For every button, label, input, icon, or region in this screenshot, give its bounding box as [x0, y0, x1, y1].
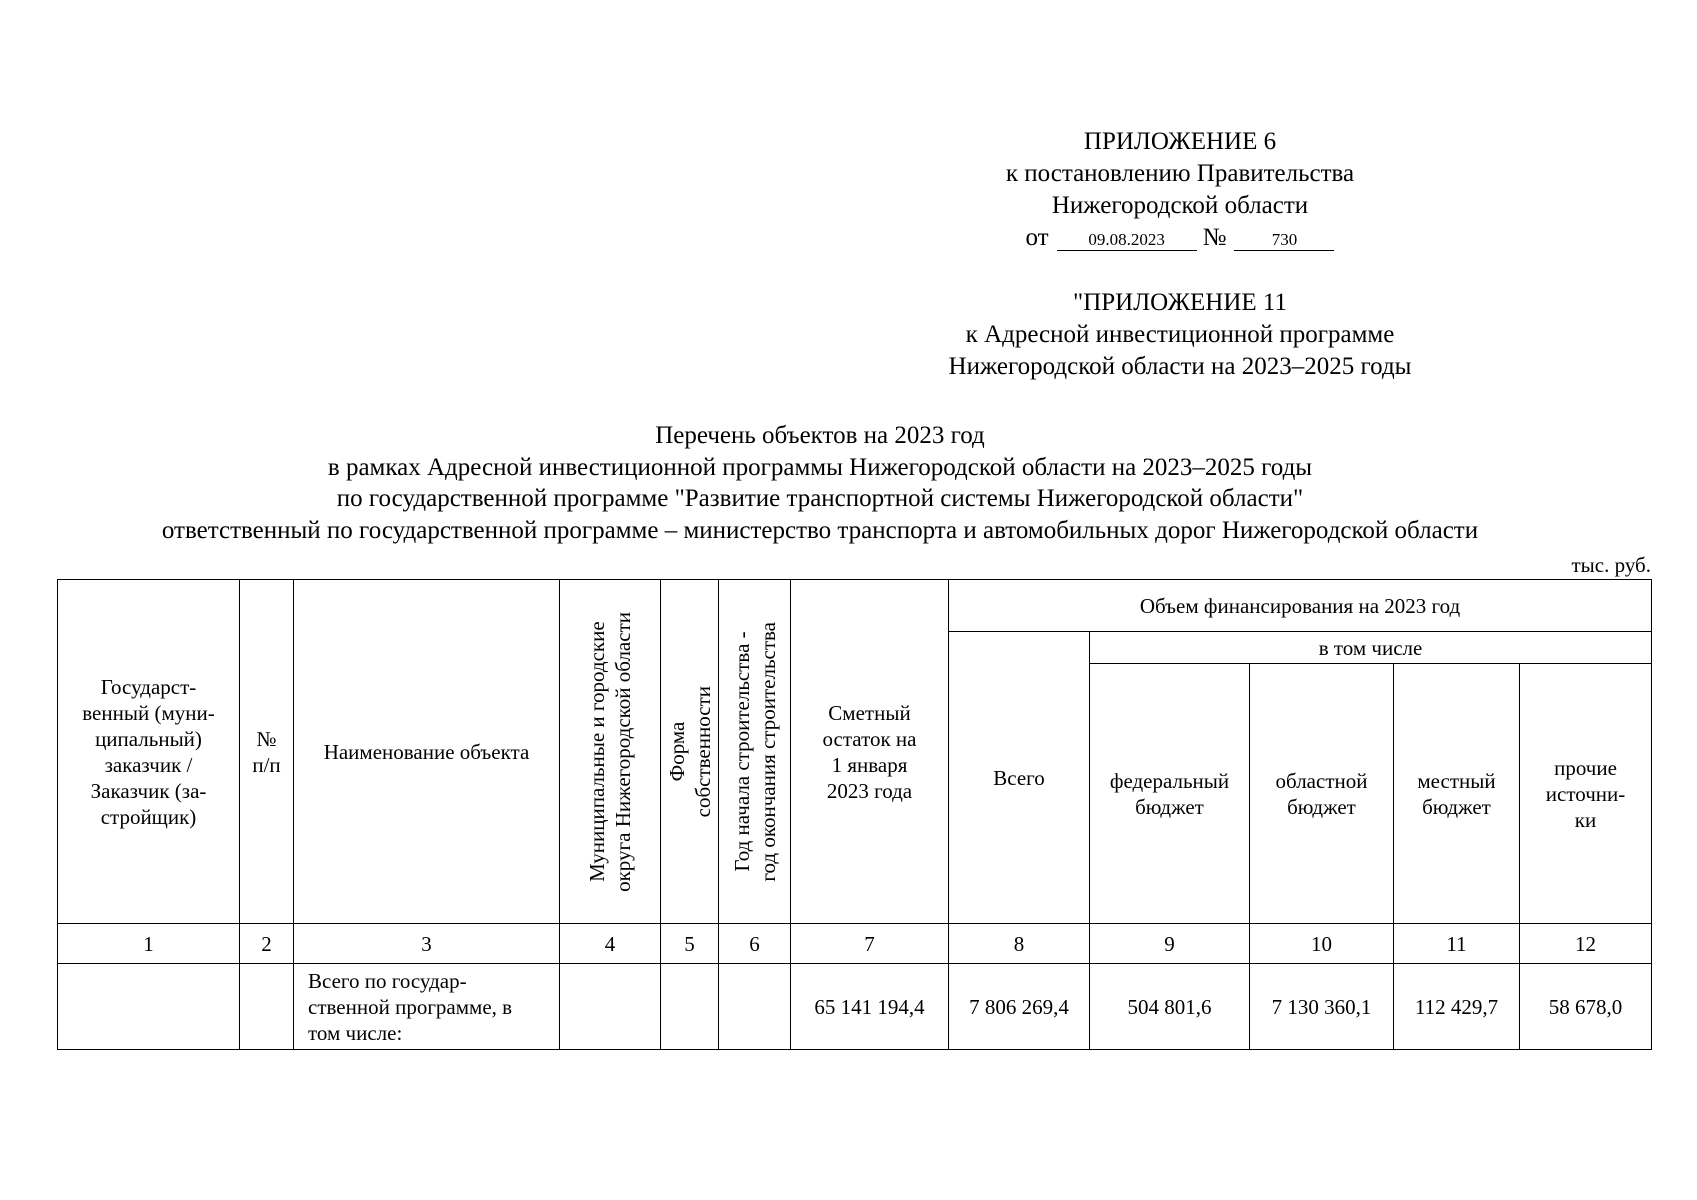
- header-object-name: Наименование объекта: [294, 580, 560, 924]
- column-number: 7: [791, 924, 949, 964]
- cell-local: 112 429,7: [1394, 964, 1520, 1050]
- cell-years: [719, 964, 791, 1050]
- column-number: 4: [560, 924, 661, 964]
- header-number: № п/п: [240, 580, 294, 924]
- header-other-sources: прочие источни- ки: [1520, 664, 1652, 924]
- appendix-6-line1: к постановлению Правительства: [1005, 160, 1355, 187]
- appendix-6-block: [880, 126, 1480, 254]
- number-sign: №: [1202, 224, 1227, 251]
- appendix-6-title: ПРИЛОЖЕНИЕ 6: [1083, 128, 1277, 155]
- header-regional-budget: областной бюджет: [1250, 664, 1394, 924]
- from-label: от: [1025, 224, 1049, 251]
- column-number: 12: [1520, 924, 1652, 964]
- cell-federal: 504 801,6: [1090, 964, 1250, 1050]
- table-row: [58, 964, 1652, 1050]
- column-number: 1: [58, 924, 240, 964]
- decree-date: 09.08.2023: [1057, 230, 1197, 251]
- header-ownership-form: Форма собственности: [661, 580, 719, 924]
- header-total: Всего: [949, 632, 1090, 924]
- column-number: 5: [661, 924, 719, 964]
- heading-line3: по государственной программе "Развитие транспортной системы Нижегородской области": [336, 485, 1304, 512]
- column-number: 3: [294, 924, 560, 964]
- header-funding-volume: Объем финансирования на 2023 год: [949, 580, 1652, 632]
- header-federal-budget: федеральный бюджет: [1090, 664, 1250, 924]
- cell-customer: [58, 964, 240, 1050]
- heading-line1: Перечень объектов на 2023 год: [655, 422, 985, 449]
- cell-object-name: Всего по государ- ственной программе, в том числе:: [294, 964, 560, 1050]
- header-local-budget: местный бюджет: [1394, 664, 1520, 924]
- column-number: 9: [1090, 924, 1250, 964]
- heading-line2: в рамках Адресной инвестиционной программы Нижегородской области на 2023–2025 годы: [327, 453, 1313, 481]
- appendix-11-line1: к Адресной инвестиционной программе: [965, 321, 1395, 348]
- cell-total: 7 806 269,4: [949, 964, 1090, 1050]
- cell-regional: 7 130 360,1: [1250, 964, 1394, 1050]
- column-numbers-row: [58, 924, 1652, 964]
- column-number: 8: [949, 924, 1090, 964]
- column-number: 6: [719, 924, 791, 964]
- header-estimate-balance: Сметный остаток на 1 января 2023 года: [791, 580, 949, 924]
- appendix-11-block: [880, 287, 1480, 383]
- header-construction-years: Год начала строительства - год окончания строительства: [719, 580, 791, 924]
- units-label: тыс. руб.: [1571, 553, 1651, 577]
- header-customer: Государст- венный (муни- ципальный) заказчик / Заказчик (за- стройщик): [58, 580, 240, 924]
- column-number: 2: [240, 924, 294, 964]
- appendix-6-line2: Нижегородской области: [1051, 192, 1309, 219]
- cell-municipal: [560, 964, 661, 1050]
- header-row-1: [58, 580, 1652, 632]
- appendix-11-line2: Нижегородской области на 2023–2025 годы: [948, 353, 1412, 380]
- decree-date-line: [880, 222, 1480, 254]
- column-number: 10: [1250, 924, 1394, 964]
- decree-number: 730: [1234, 230, 1334, 251]
- document-heading: [60, 420, 1580, 546]
- cell-other: 58 678,0: [1520, 964, 1652, 1050]
- header-including: в том числе: [1090, 632, 1652, 664]
- appendix-11-title: "ПРИЛОЖЕНИЕ 11: [1073, 289, 1287, 316]
- cell-number: [240, 964, 294, 1050]
- cell-ownership: [661, 964, 719, 1050]
- header-municipal-districts: Муниципальные и городские округа Нижегородской области: [560, 580, 661, 924]
- cell-estimate: 65 141 194,4: [791, 964, 949, 1050]
- column-number: 11: [1394, 924, 1520, 964]
- objects-table: [57, 579, 1652, 1050]
- heading-line4: ответственный по государственной программе – министерство транспорта и автомобильных дорог Нижегородской области: [161, 516, 1479, 544]
